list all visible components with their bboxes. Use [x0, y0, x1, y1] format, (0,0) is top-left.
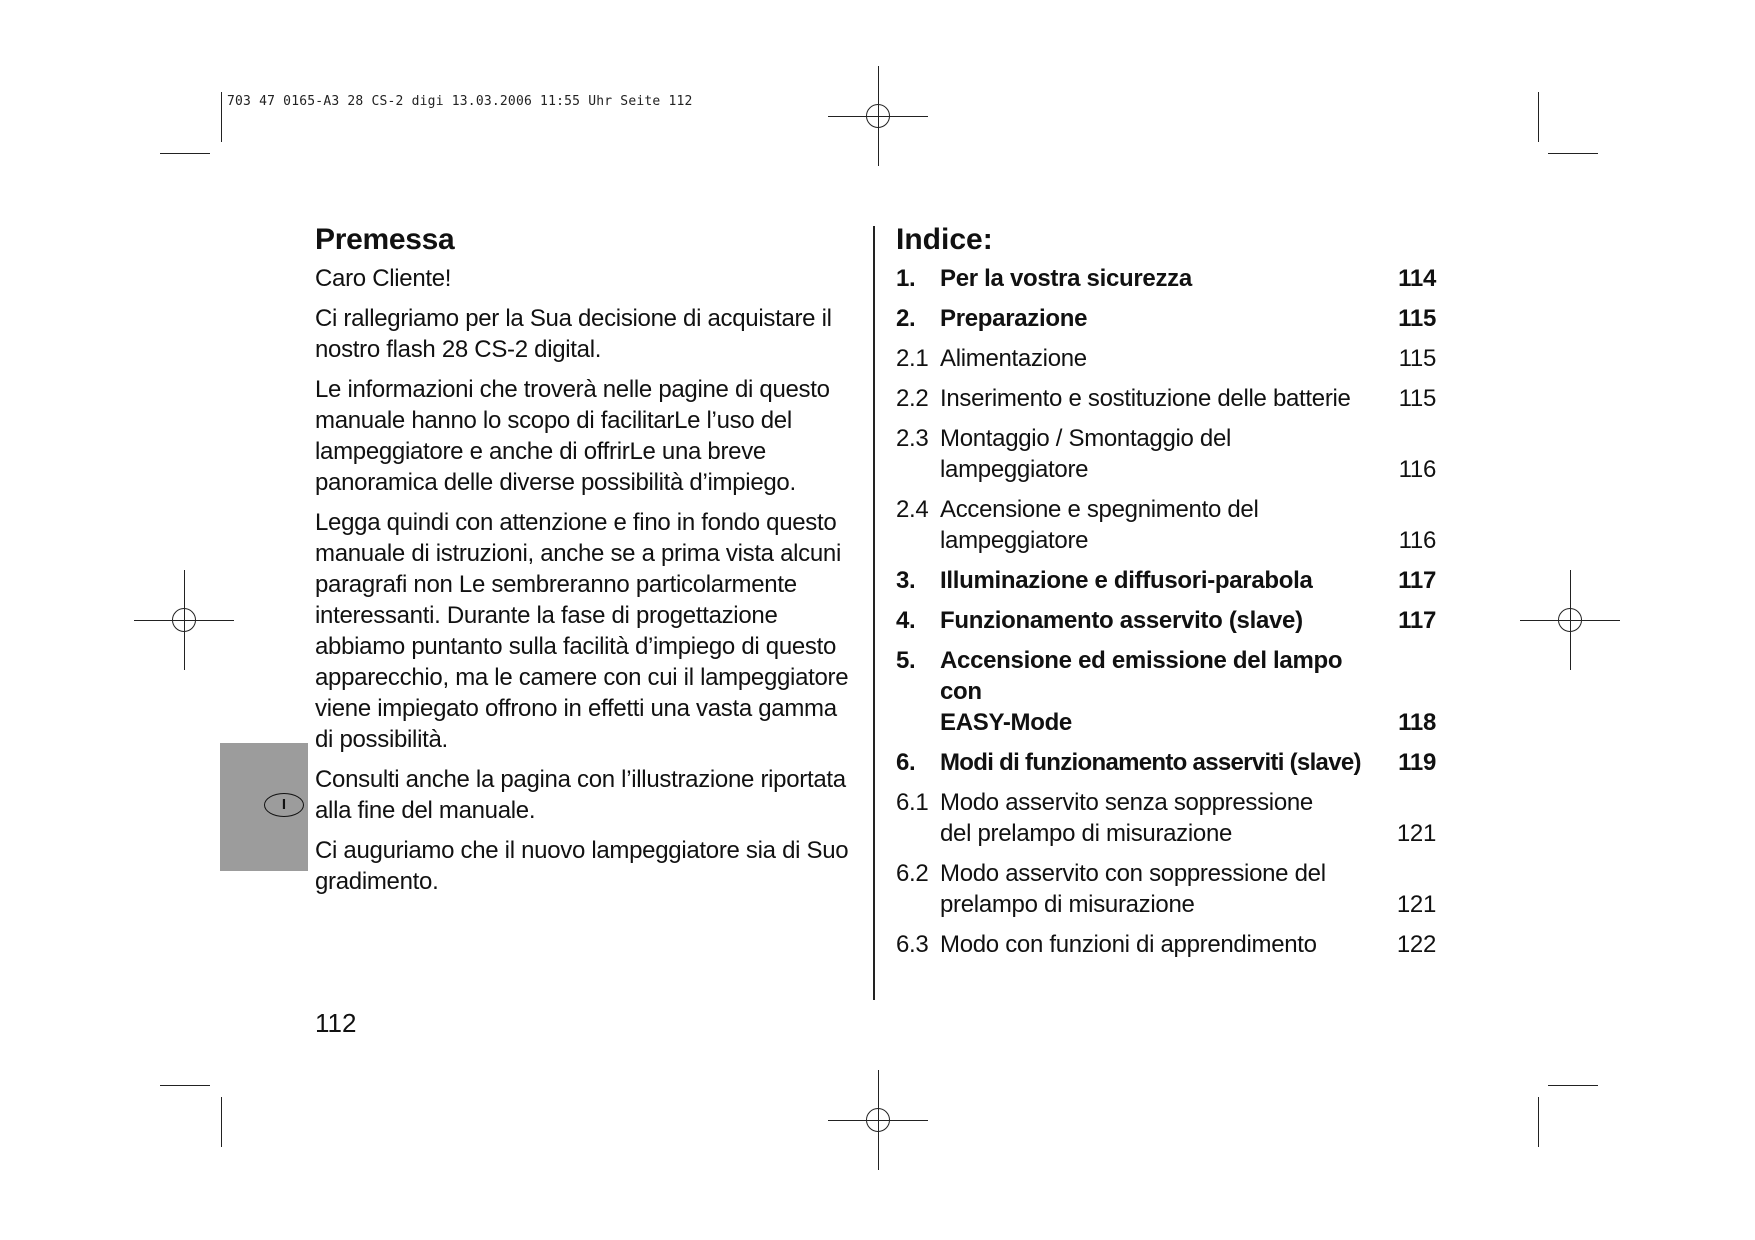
toc-page: 114: [1398, 265, 1436, 292]
registration-mark-icon: [1520, 570, 1620, 670]
toc-label-line: Modo asservito con soppressione del: [940, 860, 1326, 887]
toc-label: [940, 787, 1388, 849]
registration-mark-icon: [828, 1070, 928, 1170]
crop-mark: [221, 92, 222, 142]
toc-page: 115: [1398, 345, 1436, 372]
toc-label: [940, 494, 1388, 556]
toc-number: 2.4: [896, 496, 929, 523]
toc-page: 122: [1396, 931, 1436, 958]
toc-label: Inserimento e sostituzione delle batterie: [940, 385, 1351, 412]
toc-label: Modi di funzionamento asserviti (slave): [940, 749, 1361, 776]
crop-mark: [1538, 92, 1539, 142]
toc-page: 117: [1398, 567, 1436, 594]
toc-row: [896, 645, 1436, 738]
preface-paragraph: Ci auguriamo che il nuovo lampeggiatore sia di Suo gradimento.: [315, 837, 849, 895]
toc-title: Indice:: [896, 223, 993, 256]
toc-row: [896, 858, 1436, 920]
toc-row: [896, 605, 1436, 636]
toc-number: 2.3: [896, 425, 929, 452]
preface-title: Premessa: [315, 223, 455, 256]
crop-mark: [160, 1085, 210, 1086]
preface-paragraph: Ci rallegriamo per la Sua decisione di acquistare il nostro flash 28 CS-2 digital.: [315, 305, 832, 363]
registration-mark-icon: [828, 66, 928, 166]
crop-mark: [1548, 1085, 1598, 1086]
toc-row: [896, 303, 1436, 334]
toc-page: 121: [1396, 820, 1436, 847]
toc-row: [896, 787, 1436, 849]
toc-page: 118: [1398, 709, 1436, 736]
toc-label: [940, 423, 1388, 485]
toc-label: Modo con funzioni di apprendimento: [940, 931, 1317, 958]
toc-row: [896, 929, 1436, 960]
toc-row: [896, 747, 1436, 778]
toc-page: 115: [1398, 385, 1436, 412]
preface-paragraph: Caro Cliente!: [315, 265, 452, 292]
toc-row: [896, 343, 1436, 374]
toc-page: 121: [1396, 891, 1436, 918]
column-divider: [873, 226, 875, 1000]
preface-paragraph: Consulti anche la pagina con l’illustrazione riportata alla fine del manuale.: [315, 766, 846, 824]
toc-number: 2.1: [896, 345, 929, 372]
toc-label: Alimentazione: [940, 345, 1087, 372]
toc-row: [896, 423, 1436, 485]
toc-page: 119: [1398, 749, 1436, 776]
toc-label-line: del prelampo di misurazione: [940, 820, 1233, 847]
toc-number: 6.: [896, 749, 916, 776]
print-header: 703 47 0165-A3 28 CS-2 digi 13.03.2006 11:55 Uhr Seite 112: [227, 94, 693, 109]
toc-number: 6.3: [896, 931, 929, 958]
preface-section: [315, 223, 855, 906]
toc-label: Illuminazione e diffusori-parabola: [940, 567, 1313, 594]
toc-number: 4.: [896, 607, 916, 634]
toc-label: Preparazione: [940, 305, 1088, 332]
toc-number: 5.: [896, 647, 916, 674]
toc-label-line: Montaggio / Smontaggio del: [940, 425, 1232, 452]
registration-mark-icon: [134, 570, 234, 670]
toc-page: 115: [1398, 305, 1436, 332]
toc-label-line: Accensione e spegnimento del: [940, 496, 1259, 523]
crop-mark: [221, 1097, 222, 1147]
toc-number: 3.: [896, 567, 916, 594]
crop-mark: [1538, 1097, 1539, 1147]
toc-row: [896, 494, 1436, 556]
toc-label-line: EASY-Mode: [940, 709, 1072, 736]
toc-page: 116: [1398, 456, 1436, 483]
toc-label-line: lampeggiatore: [940, 527, 1089, 554]
toc-label-line: lampeggiatore: [940, 456, 1089, 483]
toc-section: [896, 223, 1436, 969]
toc-page: 116: [1398, 527, 1436, 554]
toc-number: 2.2: [896, 385, 929, 412]
language-badge: I: [264, 793, 304, 817]
crop-mark: [1548, 153, 1598, 154]
toc-number: 6.2: [896, 860, 929, 887]
toc-row: [896, 383, 1436, 414]
toc-number: 6.1: [896, 789, 929, 816]
toc-number: 2.: [896, 305, 916, 332]
toc-label: [940, 858, 1388, 920]
toc-page: 117: [1398, 607, 1436, 634]
toc-number: 1.: [896, 265, 916, 292]
preface-paragraph: Legga quindi con attenzione e fino in fondo questo manuale di istruzioni, anche se a prima vista alcuni paragrafi non Le sembreranno particolarmente interessanti. Durante la fase di progettazione abbiamo puntanto sulla facilità d’impiego di questo apparecchio, ma le camere con cui il lampeggiatore viene impiegato offrono in effetti una vasta gamma di possibilità.: [315, 509, 849, 753]
crop-mark: [160, 153, 210, 154]
toc-label-line: prelampo di misurazione: [940, 891, 1195, 918]
toc-label: [940, 645, 1388, 738]
toc-label: Funzionamento asservito (slave): [940, 607, 1303, 634]
preface-paragraph: Le informazioni che troverà nelle pagine di questo manuale hanno lo scopo di facilitarLe l’uso del lampeggiatore e anche di offrirLe una breve panoramica delle diverse possibilità d’impiego.: [315, 376, 830, 496]
toc-row: [896, 565, 1436, 596]
toc-label-line: Accensione ed emissione del lampo con: [940, 647, 1343, 705]
page-number: 112: [315, 1008, 357, 1038]
toc-row: [896, 263, 1436, 294]
language-tab: [220, 743, 308, 871]
toc-label-line: Modo asservito senza soppressione: [940, 789, 1313, 816]
toc-label: Per la vostra sicurezza: [940, 265, 1192, 292]
